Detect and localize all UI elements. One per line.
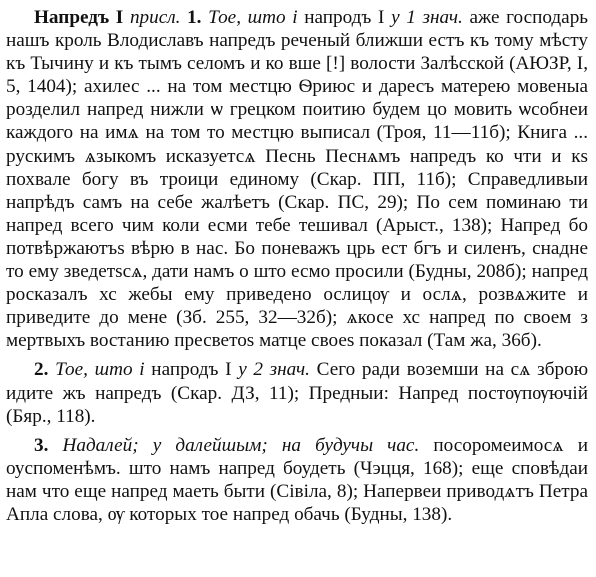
- sense-1-xref-sense: у 1 знач.: [391, 7, 463, 28]
- sense-2-xref-sense: у 2 знач.: [238, 359, 310, 381]
- sense-3-number: 3.: [34, 434, 49, 456]
- sense-3: [6, 434, 588, 526]
- sense-1-xref-ref: I: [378, 7, 385, 28]
- sense-2-citations: Сего ради воземши на сѧ зброю идите жъ напредъ (Скар. ДЗ, 11); Предныи: Напред постѹпѹючій (Бяр., 118).: [6, 359, 589, 427]
- part-of-speech: присл.: [129, 7, 181, 28]
- dictionary-entry: [6, 6, 588, 352]
- sense-2-xref-ref: I: [225, 359, 232, 381]
- sense-2: [6, 358, 588, 427]
- sense-3-citations: посоромеимосѧ и оуспоменѣмъ. што намъ напред боудеть (Чэцця, 168); еще сповѣдаи нам что еще напред маеть быти (Сівіла, 8); Напервеи приводѧтъ Петра Апла слова, ѹ которых тое напред обачь (Будны, 138).: [6, 434, 589, 525]
- sense-2-number: 2.: [34, 359, 49, 381]
- headword: Напредъ I: [34, 7, 124, 28]
- sense-3-gloss: Надалей; у далейшым; на будучы час.: [62, 434, 420, 456]
- sense-1-citations: аже господарь нашъ кроль Влодиславъ напредъ реченый ближши естъ къ тому мѣсту къ Тычину и къ тымъ селомъ и ко вше [!] волости Залѣсской (АЮЗР, I, 5, 1404); ахилес ... на том местцю Ѳриюс и даресъ матерею мовеныа розделил напред нижли ѡ грецком поитию будем цо мовить ѡсобнеи каждого на имѧ на том то местцю выписал (Троя, 11—11б); Книга ... рускимъ ѧзыкомъ исказуетсѧ Песнь Песнѧмъ напредъ ко чти и кѕ похвале богу въ троици единому (Скар. ПП, 11б); Справедливыи напрѣдъ самъ на себе жалѣетъ (Скар. ПС, 29); По сем поминаю ти напред всего чим коли есми тебе тешивал (Арыст., 138); Напред бо потвѣржаютъѕ вѣрю в нас. Бо поневажъ црь ест бгъ и силенъ, снадне то ему зведетѕсѧ, дати намъ о што есмо просили (Будны, 208б); напред росказалъ хс жебы ему приведено ослицѹ и ослѧ, розвѧжите и приведите до мене (Зб. 255, 32—32б); ѧкосе хс напред по своем з мертвыхъ востанию пресветоѕ матце своеѕ показал (Там жа, 36б).: [6, 7, 589, 352]
- sense-1-xref-word: напродъ: [304, 7, 372, 28]
- sense-2-xref-word: напродъ: [151, 359, 219, 381]
- sense-1-number: 1.: [187, 7, 202, 28]
- sense-2-gloss: Тое, што і: [55, 359, 145, 381]
- sense-1-gloss: Тое, што і: [208, 7, 298, 28]
